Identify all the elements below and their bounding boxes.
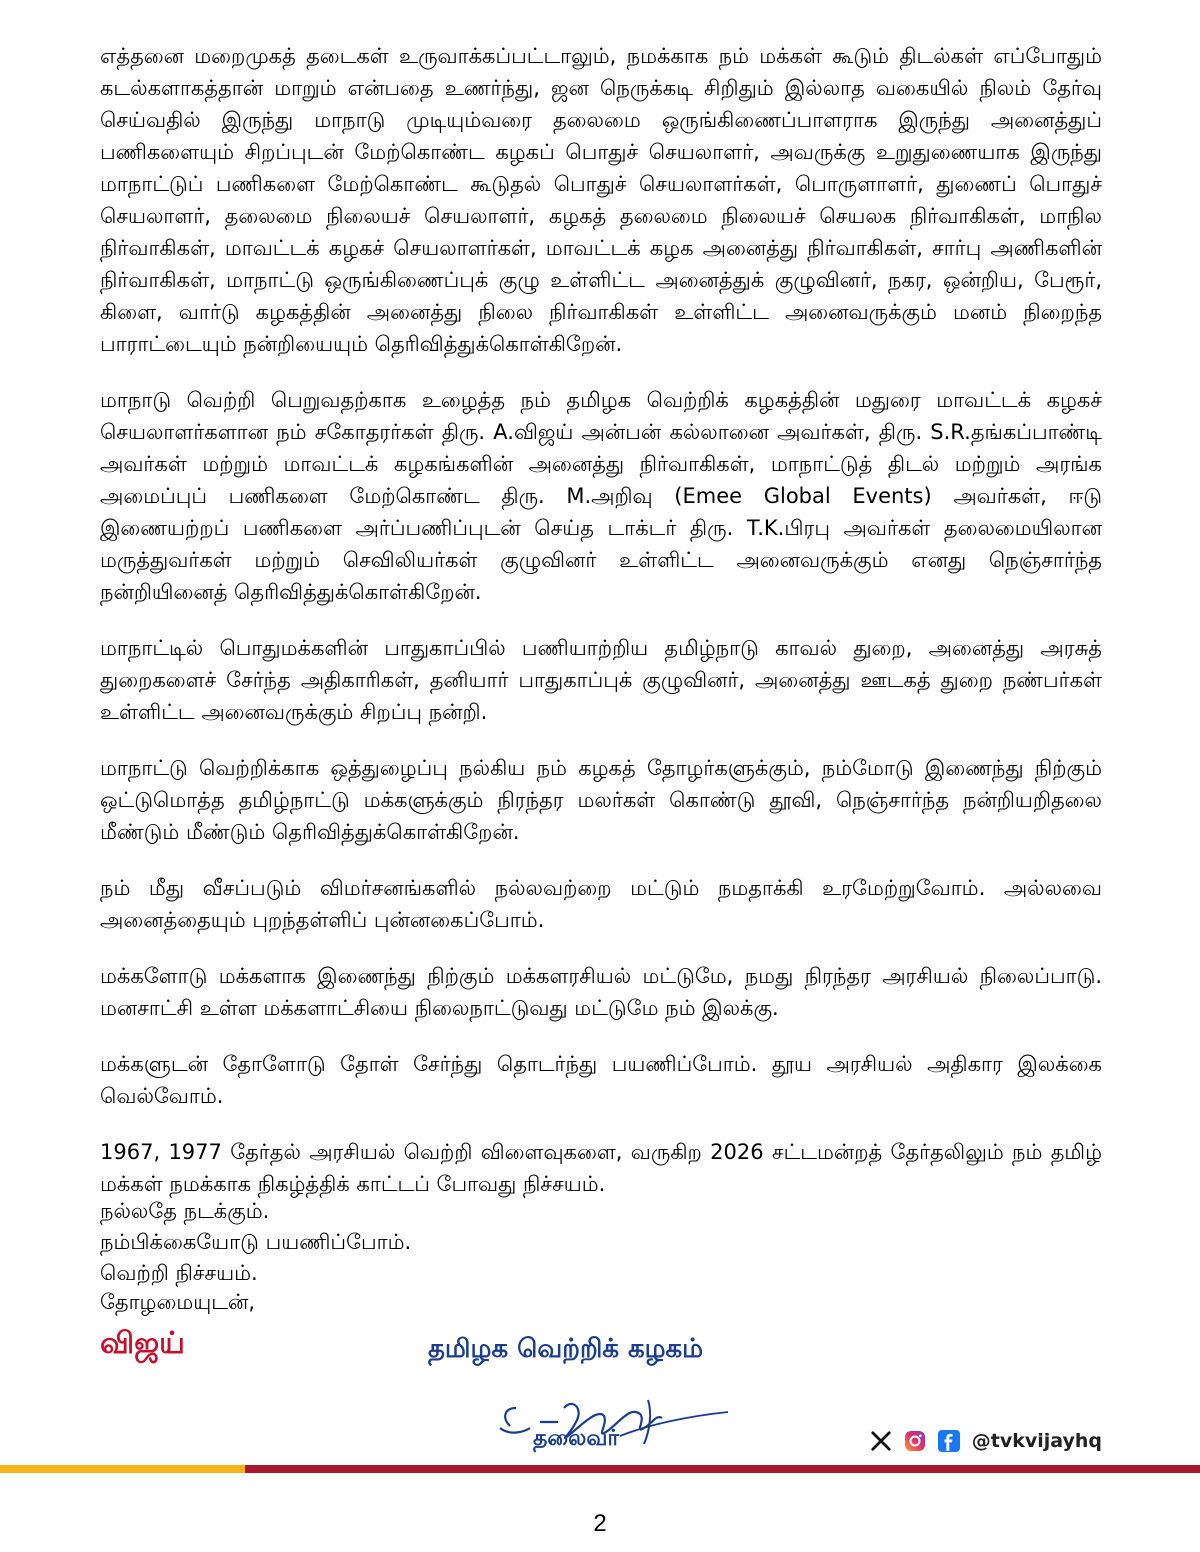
social-handle[interactable]: @tvkvijayhq: [971, 1430, 1102, 1452]
closing-lines: [100, 1196, 411, 1289]
paragraph: மாநாட்டு வெற்றிக்காக ஒத்துழைப்பு நல்கிய நம் கழகத் தோழர்களுக்கும், நம்மோடு இணைந்து நிற்கும் ஒட்டுமொத்த தமிழ்நாட்டு மக்களுக்கும் நிரந்தர மலர்கள் கொண்டு தூவி, நெஞ்சார்ந்த நன்றியறிதலை மீண்டும் மீண்டும் தெரிவித்துக்கொள்கிறேன்.: [100, 756, 1102, 844]
closing-line: நம்பிக்கையோடு பயணிப்போம்.: [100, 1230, 412, 1254]
signatory-name: விஜய்: [100, 1326, 185, 1361]
x-icon[interactable]: [868, 1428, 894, 1454]
paragraph: நம் மீது வீசப்படும் விமர்சனங்களில் நல்லவற்றை மட்டும் நமதாக்கி உரமேற்றுவோம். அல்லவை அனைத்தையும் புறந்தள்ளிப் புன்னகைப்போம்.: [100, 876, 1102, 932]
footer-bar-red: [245, 1465, 1200, 1473]
paragraph: 1967, 1977 தேர்தல் அரசியல் வெற்றி விளைவுகளை, வருகிற 2026 சட்டமன்றத் தேர்தலிலும் நம் தமிழ் மக்கள் நமக்காக நிகழ்த்திக் காட்டப் போவது நிச்சயம்.: [100, 1140, 1102, 1196]
letter-body: [100, 40, 1102, 1224]
instagram-icon[interactable]: [902, 1428, 928, 1454]
paragraph: எத்தனை மறைமுகத் தடைகள் உருவாக்கப்பட்டாலும், நமக்காக நம் மக்கள் கூடும் திடல்கள் எப்போதும் கடல்களாகத்தான் மாறும் என்பதை உணர்ந்து, ஜன நெருக்கடி சிறிதும் இல்லாத வகையில் நிலம் தேர்வு செய்வதில் இருந்து மாநாடு முடியும்வரை தலைமை ஒருங்கிணைப்பாளராக இருந்து அனைத்துப் பணிகளையும் சிறப்புடன் மேற்கொண்ட கழகப் பொதுச் செயலாளர், அவருக்கு உறுதுணையாக இருந்து மாநாட்டுப் பணிகளை மேற்கொண்ட கூடுதல் பொதுச் செயலாளர்கள், பொருளாளர், துணைப் பொதுச் செயலாளர், தலைமை நிலையச் செயலாளர், கழகத் தலைமை நிலையச் செயலக நிர்வாகிகள், மாநில நிர்வாகிகள், மாவட்டக் கழகச் செயலாளர்கள், மாவட்டக் கழக அனைத்து நிர்வாகிகள், சார்பு அணிகளின் நிர்வாகிகள், மாநாட்டு ஒருங்கிணைப்புக் குழு உள்ளிட்ட அனைத்துக் குழுவினர், நகர, ஒன்றிய, பேரூர், கிளை, வார்டு கழகத்தின் அனைத்து நிலை நிர்வாகிகள் உள்ளிட்ட அனைவருக்கும் மனம் நிறைந்த பாராட்டையும் நன்றியையும் தெரிவித்துக்கொள்கிறேன்.: [100, 44, 1102, 356]
organization-name: தமிழக வெற்றிக் கழகம்: [428, 1334, 704, 1364]
greeting: தோழமையுடன்,: [100, 1290, 255, 1314]
designation: தலைவர்: [533, 1426, 619, 1451]
closing-line: நல்லதே நடக்கும்.: [100, 1199, 270, 1223]
facebook-icon[interactable]: [936, 1428, 962, 1454]
footer-bar-yellow: [0, 1465, 245, 1473]
social-handles: [868, 1428, 1102, 1454]
page-number: 2: [593, 1510, 607, 1537]
paragraph: மக்களோடு மக்களாக இணைந்து நிற்கும் மக்களரசியல் மட்டுமே, நமது நிரந்தர அரசியல் நிலைப்பாடு. மனசாட்சி உள்ள மக்களாட்சியை நிலைநாட்டுவது மட்டுமே நம் இலக்கு.: [100, 964, 1102, 1020]
closing-line: வெற்றி நிச்சயம்.: [100, 1261, 258, 1285]
paragraph: மாநாடு வெற்றி பெறுவதற்காக உழைத்த நம் தமிழக வெற்றிக் கழகத்தின் மதுரை மாவட்டக் கழகச் செயலாளர்களான நம் சகோதரர்கள் திரு. A.விஜய் அன்பன் கல்லானை அவர்கள், திரு. S.R.தங்கப்பாண்டி அவர்கள் மற்றும் மாவட்டக் கழகங்களின் அனைத்து நிர்வாகிகள், மாநாட்டுத் திடல் மற்றும் அரங்க அமைப்புப் பணிகளை மேற்கொண்ட திரு. M.அறிவு (Emee Global Events) அவர்கள், ஈடு இணையற்றப் பணிகளை அர்ப்பணிப்புடன் செய்த டாக்டர் திரு. T.K.பிரபு அவர்கள் தலைமையிலான மருத்துவர்கள் மற்றும் செவிலியர்கள் குழுவினர் உள்ளிட்ட அனைவருக்கும் எனது நெஞ்சார்ந்த நன்றியினைத் தெரிவித்துக்கொள்கிறேன்.: [100, 388, 1102, 604]
paragraph: மக்களுடன் தோளோடு தோள் சேர்ந்து தொடர்ந்து பயணிப்போம். தூய அரசியல் அதிகார இலக்கை வெல்வோம்.: [100, 1052, 1102, 1108]
paragraph: மாநாட்டில் பொதுமக்களின் பாதுகாப்பில் பணியாற்றிய தமிழ்நாடு காவல் துறை, அனைத்து அரசுத் துறைகளைச் சேர்ந்த அதிகாரிகள், தனியார் பாதுகாப்புக் குழுவினர், அனைத்து ஊடகத் துறை நண்பர்கள் உள்ளிட்ட அனைவருக்கும் சிறப்பு நன்றி.: [100, 636, 1102, 724]
